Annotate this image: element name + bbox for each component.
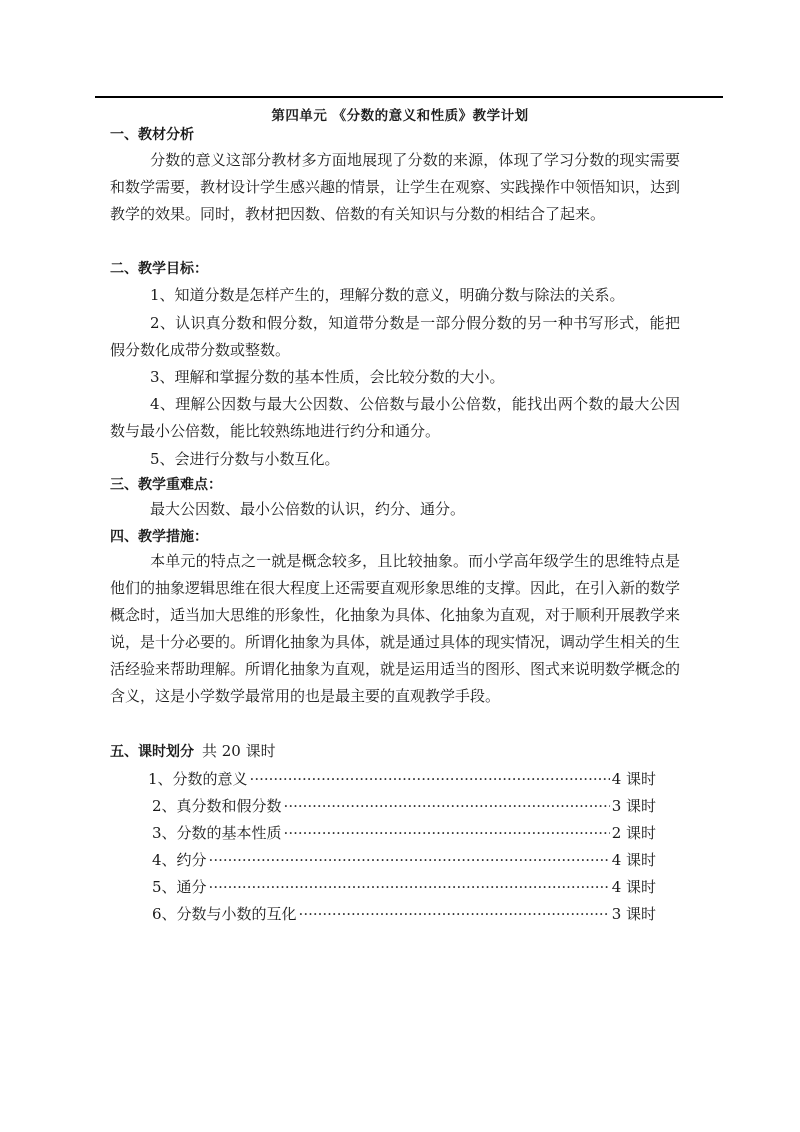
schedule-total: 共 20 课时: [202, 742, 276, 760]
leader-dots: [284, 824, 610, 842]
goal-item-3: 3、理解和掌握分数的基本性质，会比较分数的大小。: [150, 368, 505, 386]
paragraph-key-points: 最大公因数、最小公倍数的认识，约分、通分。: [150, 500, 466, 518]
schedule-item-label: 5、通分: [152, 878, 207, 896]
leader-dots: [299, 905, 610, 923]
schedule-row: [152, 822, 656, 843]
goal-item-4: 4、理解公因数与最大公因数、公倍数与最小公倍数，能找出两个数的最大公因数与最小公倍数，能比较熟练地进行约分和通分。: [110, 395, 680, 440]
leader-dots: [209, 851, 610, 869]
schedule-item-label: 3、分数的基本性质: [152, 824, 282, 842]
goal-item-5: 5、会进行分数与小数互化。: [150, 450, 340, 468]
schedule-row: [148, 768, 656, 789]
paragraph-textbook-analysis: 分数的意义这部分教材多方面地展现了分数的来源，体现了学习分数的现实需要和数学需要，教材设计学生感兴趣的情景，让学生在观察、实践操作中领悟知识，达到教学的效果。同时，教材把因数、倍数的有关知识与分数的相结合了起来。: [110, 151, 681, 223]
schedule-row: [152, 903, 656, 924]
goal-item-2: 2、认识真分数和假分数，知道带分数是一部分假分数的另一种书写形式，能把假分数化成带分数或整数。: [110, 314, 680, 359]
section-heading-textbook-analysis: 一、教材分析: [110, 127, 194, 143]
schedule-header: [110, 740, 276, 761]
leader-dots: [250, 770, 610, 788]
schedule-item-label: 4、约分: [152, 851, 207, 869]
schedule-item-hours: 4 课时: [611, 878, 656, 896]
section-heading-schedule: 五、课时划分: [110, 744, 194, 760]
section-heading-teaching-goals: 二、教学目标：: [110, 261, 208, 277]
top-rule: [95, 96, 723, 98]
schedule-item-label: 6、分数与小数的互化: [152, 905, 297, 923]
schedule-row: [152, 849, 656, 870]
leader-dots: [284, 797, 610, 815]
schedule-row: [152, 795, 656, 816]
schedule-row: [152, 876, 656, 897]
schedule-item-hours: 4 课时: [611, 851, 656, 869]
schedule-item-label: 1、分数的意义: [148, 770, 248, 788]
goal-item-1: 1、知道分数是怎样产生的，理解分数的意义，明确分数与除法的关系。: [150, 286, 625, 304]
section-heading-measures: 四、教学措施：: [110, 529, 208, 545]
schedule-item-hours: 4 课时: [611, 770, 656, 788]
schedule-item-hours: 3 课时: [611, 797, 656, 815]
schedule-item-hours: 3 课时: [611, 905, 656, 923]
section-heading-key-points: 三、教学重难点：: [110, 477, 222, 493]
leader-dots: [209, 878, 610, 896]
schedule-item-hours: 2 课时: [611, 824, 656, 842]
schedule-item-label: 2、真分数和假分数: [152, 797, 282, 815]
document-title: 第四单元 《分数的意义和性质》教学计划: [271, 108, 529, 124]
paragraph-measures: 本单元的特点之一就是概念较多，且比较抽象。而小学高年级学生的思维特点是他们的抽象逻辑思维在很大程度上还需要直观形象思维的支撑。因此，在引入新的数学概念时，适当加大思维的形象性，化抽象为具体、化抽象为直观，对于顺利开展教学来说，是十分必要的。所谓化抽象为具体，就是通过具体的现实情况，调动学生相关的生活经验来帮助理解。所谓化抽象为直观，就是运用适当的图形、图式来说明数学概念的含义，这是小学数学最常用的也是最主要的直观教学手段。: [110, 552, 681, 705]
